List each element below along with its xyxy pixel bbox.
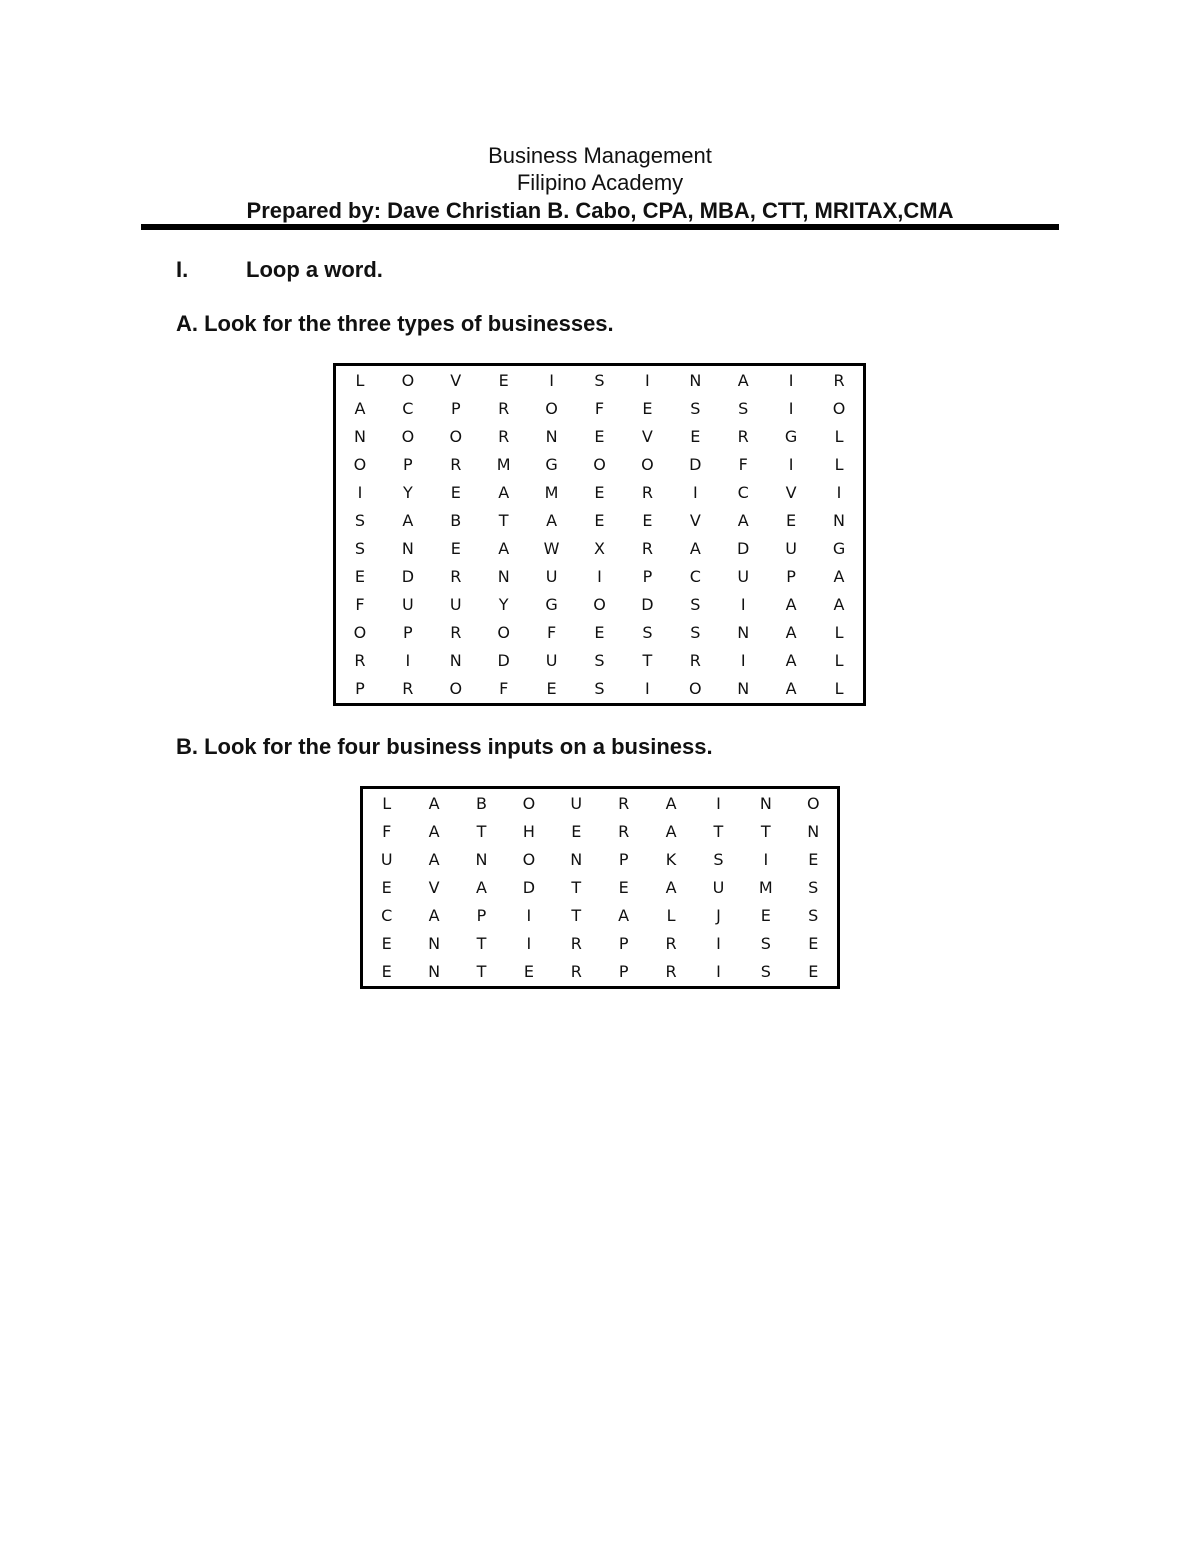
- grid-a-letter-cell[interactable]: N: [737, 679, 750, 699]
- grid-b-letter-cell[interactable]: E: [808, 962, 819, 982]
- grid-a-row: [336, 563, 863, 591]
- grid-a-letter-cell[interactable]: A: [737, 510, 749, 530]
- grid-b-row: [363, 930, 837, 958]
- grid-b-letter-cell[interactable]: R: [665, 934, 677, 954]
- grid-b-letter-cell[interactable]: A: [618, 906, 630, 926]
- grid-b-letter-cell[interactable]: E: [760, 906, 771, 926]
- grid-a-letter-cell[interactable]: A: [833, 567, 845, 587]
- grid-b-letter-cell[interactable]: I: [716, 793, 721, 813]
- grid-a-letter-cell[interactable]: O: [353, 454, 367, 474]
- grid-a-letter-cell[interactable]: L: [355, 370, 365, 390]
- grid-a-row: [336, 619, 863, 647]
- grid-a-letter-cell[interactable]: R: [737, 426, 749, 446]
- grid-a-letter-cell[interactable]: S: [690, 595, 701, 615]
- grid-a-letter-cell[interactable]: C: [737, 482, 749, 502]
- section-heading: [176, 257, 383, 283]
- grid-a-letter-cell[interactable]: N: [833, 510, 846, 530]
- grid-b-letter-cell[interactable]: P: [618, 962, 629, 982]
- grid-b-letter-cell[interactable]: R: [618, 821, 630, 841]
- grid-a-letter-cell[interactable]: I: [740, 595, 746, 615]
- grid-b-letter-cell[interactable]: A: [665, 793, 677, 813]
- section-number: I.: [176, 257, 189, 282]
- grid-b-letter-cell[interactable]: U: [712, 877, 725, 897]
- grid-a-letter-cell[interactable]: A: [402, 510, 414, 530]
- grid-b-letter-cell[interactable]: T: [760, 821, 771, 841]
- grid-b-letter-cell[interactable]: E: [523, 962, 534, 982]
- grid-a-letter-cell[interactable]: U: [545, 567, 558, 587]
- grid-a-letter-cell[interactable]: A: [785, 679, 797, 699]
- grid-b-letter-cell[interactable]: R: [665, 962, 677, 982]
- grid-a-letter-cell[interactable]: R: [450, 454, 462, 474]
- grid-b-letter-cell[interactable]: I: [716, 962, 721, 982]
- grid-a-letter-cell[interactable]: D: [641, 595, 654, 615]
- grid-a-letter-cell[interactable]: L: [834, 679, 844, 699]
- grid-a-letter-cell[interactable]: O: [401, 370, 415, 390]
- grid-a-letter-cell[interactable]: S: [354, 510, 366, 530]
- grid-a-letter-cell[interactable]: I: [597, 567, 602, 587]
- grid-b-letter-cell[interactable]: R: [618, 793, 630, 813]
- grid-b-letter-cell[interactable]: T: [476, 934, 487, 954]
- grid-b-letter-cell[interactable]: N: [759, 793, 772, 813]
- grid-b-letter-cell[interactable]: T: [476, 962, 487, 982]
- grid-a-letter-cell[interactable]: A: [498, 482, 510, 502]
- section-title: Loop a word.: [246, 257, 383, 282]
- grid-a-letter-cell[interactable]: N: [737, 623, 750, 643]
- grid-b-letter-cell[interactable]: O: [806, 793, 820, 813]
- grid-b-letter-cell[interactable]: R: [570, 962, 582, 982]
- grid-a-letter-cell[interactable]: P: [786, 567, 796, 587]
- grid-a-row: [336, 591, 863, 619]
- grid-a-letter-cell[interactable]: I: [788, 398, 794, 418]
- part-b-instruction: B. Look for the four business inputs on a business.: [176, 734, 713, 759]
- grid-b-letter-cell[interactable]: M: [758, 877, 773, 897]
- grid-b-letter-cell[interactable]: L: [666, 906, 676, 926]
- grid-b-letter-cell[interactable]: A: [476, 877, 487, 897]
- grid-a-letter-cell[interactable]: S: [642, 623, 653, 643]
- grid-b-letter-cell[interactable]: A: [428, 906, 440, 926]
- grid-a-letter-cell[interactable]: R: [641, 539, 653, 558]
- grid-b-letter-cell[interactable]: S: [808, 906, 819, 926]
- grid-a-letter-cell[interactable]: U: [785, 539, 797, 558]
- grid-a-letter-cell[interactable]: O: [832, 398, 846, 418]
- grid-a-letter-cell[interactable]: I: [405, 651, 411, 671]
- grid-a-letter-cell[interactable]: E: [594, 510, 605, 530]
- grid-b-letter-cell[interactable]: S: [760, 934, 771, 954]
- grid-a-letter-cell[interactable]: R: [354, 651, 366, 671]
- grid-a-letter-cell[interactable]: N: [545, 426, 558, 446]
- grid-b-letter-cell[interactable]: C: [381, 906, 393, 926]
- grid-a-letter-cell[interactable]: O: [641, 454, 654, 474]
- grid-a-letter-cell[interactable]: E: [498, 370, 509, 390]
- grid-a-letter-cell[interactable]: R: [498, 398, 510, 418]
- grid-b-letter-cell[interactable]: T: [476, 821, 487, 841]
- grid-b-letter-cell[interactable]: U: [380, 849, 393, 869]
- grid-b-letter-cell[interactable]: B: [475, 793, 487, 813]
- grid-a-letter-cell[interactable]: S: [354, 539, 366, 558]
- grid-a-letter-cell[interactable]: A: [689, 539, 701, 558]
- grid-b-letter-cell[interactable]: S: [760, 962, 771, 982]
- grid-a-letter-cell[interactable]: I: [788, 454, 794, 474]
- grid-a-letter-cell[interactable]: T: [642, 651, 653, 671]
- grid-a-letter-cell[interactable]: D: [497, 651, 510, 671]
- grid-a-row: [336, 422, 863, 450]
- grid-a-letter-cell[interactable]: G: [545, 595, 558, 615]
- grid-a-letter-cell[interactable]: I: [645, 370, 650, 390]
- part-a-instruction: A. Look for the three types of businesses.: [176, 311, 614, 336]
- grid-a-letter-cell[interactable]: I: [357, 482, 363, 502]
- grid-b-letter-cell[interactable]: E: [808, 934, 819, 954]
- grid-b-row: [363, 958, 837, 986]
- grid-a-row: [336, 366, 863, 394]
- grid-b-letter-cell[interactable]: A: [428, 793, 440, 813]
- grid-b-letter-cell[interactable]: V: [428, 877, 440, 897]
- grid-a-letter-cell[interactable]: O: [401, 426, 415, 446]
- grid-a-letter-cell[interactable]: O: [689, 679, 702, 699]
- grid-a-row: [336, 394, 863, 422]
- grid-a-row: [336, 647, 863, 675]
- grid-a-letter-cell[interactable]: S: [690, 398, 701, 418]
- grid-a-letter-cell[interactable]: N: [497, 567, 510, 587]
- grid-a-letter-cell[interactable]: G: [784, 426, 798, 446]
- grid-a-letter-cell[interactable]: R: [450, 623, 462, 643]
- grid-b-row: [363, 789, 837, 817]
- grid-a-letter-cell[interactable]: P: [450, 398, 461, 418]
- grid-a-letter-cell[interactable]: I: [740, 651, 746, 671]
- grid-a-letter-cell[interactable]: M: [544, 482, 559, 502]
- grid-a-letter-cell[interactable]: D: [737, 539, 750, 558]
- grid-a-letter-cell[interactable]: M: [496, 454, 511, 474]
- grid-a-letter-cell[interactable]: E: [690, 426, 701, 446]
- grid-a-letter-cell[interactable]: V: [785, 482, 797, 502]
- grid-a-letter-cell[interactable]: R: [402, 679, 414, 699]
- grid-b-letter-cell[interactable]: O: [522, 849, 536, 869]
- grid-a-letter-cell[interactable]: U: [545, 651, 558, 671]
- grid-b-letter-cell[interactable]: J: [716, 906, 721, 926]
- grid-b-letter-cell[interactable]: S: [808, 877, 819, 897]
- grid-a-letter-cell[interactable]: E: [642, 398, 653, 418]
- grid-a-letter-cell[interactable]: G: [545, 454, 558, 474]
- grid-a-letter-cell[interactable]: R: [641, 482, 653, 502]
- grid-a-letter-cell[interactable]: E: [594, 426, 605, 446]
- school-name: Filipino Academy: [516, 170, 684, 195]
- grid-a-letter-cell[interactable]: A: [354, 398, 366, 418]
- grid-a-letter-cell[interactable]: F: [355, 595, 365, 615]
- grid-a-letter-cell[interactable]: B: [450, 510, 462, 530]
- grid-b-letter-cell[interactable]: A: [665, 877, 677, 897]
- grid-a-letter-cell[interactable]: L: [834, 426, 844, 446]
- grid-a-letter-cell[interactable]: P: [403, 623, 413, 643]
- grid-a-letter-cell[interactable]: R: [450, 567, 462, 587]
- grid-a-letter-cell[interactable]: S: [594, 370, 605, 390]
- grid-b-letter-cell[interactable]: T: [571, 906, 582, 926]
- grid-a-row: [336, 450, 863, 478]
- grid-b-letter-cell[interactable]: I: [716, 934, 721, 954]
- grid-a-letter-cell[interactable]: L: [834, 623, 844, 643]
- grid-a-letter-cell[interactable]: O: [593, 595, 606, 615]
- grid-a-letter-cell[interactable]: T: [498, 510, 509, 530]
- grid-b-letter-cell[interactable]: N: [428, 962, 441, 982]
- header-divider: [141, 224, 1059, 230]
- grid-a-letter-cell[interactable]: F: [499, 679, 509, 699]
- grid-a-letter-cell[interactable]: P: [642, 567, 653, 587]
- grid-a-letter-cell[interactable]: E: [642, 510, 653, 530]
- grid-a-letter-cell[interactable]: I: [836, 482, 842, 502]
- grid-b-letter-cell[interactable]: L: [382, 793, 392, 813]
- grid-b-letter-cell[interactable]: T: [571, 877, 582, 897]
- grid-b-letter-cell[interactable]: I: [526, 934, 532, 954]
- grid-b-letter-cell[interactable]: N: [428, 934, 441, 954]
- grid-b-letter-cell[interactable]: E: [808, 849, 819, 869]
- grid-a-letter-cell[interactable]: P: [355, 679, 365, 699]
- grid-a-letter-cell[interactable]: A: [785, 623, 797, 643]
- grid-a-letter-cell[interactable]: U: [737, 567, 750, 587]
- grid-a-letter-cell[interactable]: F: [594, 398, 605, 418]
- grid-a-letter-cell[interactable]: A: [785, 651, 797, 671]
- grid-a-letter-cell[interactable]: F: [738, 454, 748, 474]
- grid-a-letter-cell[interactable]: N: [449, 651, 462, 671]
- grid-b-letter-cell[interactable]: P: [618, 849, 629, 869]
- grid-a-letter-cell[interactable]: E: [786, 510, 797, 530]
- grid-a-letter-cell[interactable]: Y: [498, 595, 509, 615]
- document-header: [0, 142, 1200, 225]
- grid-b-letter-cell[interactable]: K: [665, 849, 677, 869]
- grid-b-letter-cell[interactable]: N: [570, 849, 583, 869]
- grid-a-letter-cell[interactable]: V: [689, 510, 701, 530]
- grid-a-letter-cell[interactable]: I: [645, 679, 650, 699]
- grid-b-letter-cell[interactable]: D: [522, 877, 536, 897]
- word-search-grid-a: [333, 363, 866, 706]
- grid-a-letter-cell[interactable]: R: [833, 370, 845, 390]
- grid-a-letter-cell[interactable]: O: [449, 679, 463, 699]
- grid-a-row: [336, 534, 863, 562]
- word-search-grid-b: [360, 786, 840, 989]
- grid-a-letter-cell[interactable]: O: [545, 398, 558, 418]
- grid-a-letter-cell[interactable]: E: [354, 567, 365, 587]
- grid-a-letter-cell[interactable]: A: [546, 510, 558, 530]
- grid-b-letter-cell[interactable]: I: [763, 849, 769, 869]
- grid-a-row: [336, 675, 863, 703]
- grid-a-letter-cell[interactable]: P: [403, 454, 413, 474]
- grid-a-letter-cell[interactable]: U: [402, 595, 414, 615]
- grid-a-letter-cell[interactable]: R: [689, 651, 701, 671]
- grid-b-letter-cell[interactable]: P: [476, 906, 487, 926]
- grid-a-letter-cell[interactable]: E: [594, 623, 605, 643]
- grid-a-letter-cell[interactable]: A: [785, 595, 797, 615]
- grid-a-letter-cell[interactable]: E: [594, 482, 605, 502]
- grid-a-letter-cell[interactable]: V: [450, 370, 462, 390]
- grid-a-letter-cell[interactable]: A: [498, 539, 510, 558]
- grid-b-letter-cell[interactable]: O: [522, 793, 536, 813]
- grid-a-letter-cell[interactable]: N: [353, 426, 366, 446]
- grid-a-letter-cell[interactable]: L: [834, 651, 844, 671]
- grid-b-letter-cell[interactable]: E: [381, 877, 392, 897]
- grid-a-letter-cell[interactable]: E: [546, 679, 557, 699]
- grid-b-letter-cell[interactable]: T: [713, 821, 724, 841]
- grid-a-letter-cell[interactable]: O: [593, 454, 606, 474]
- grid-a-letter-cell[interactable]: O: [449, 426, 463, 446]
- grid-b-letter-cell[interactable]: U: [570, 793, 583, 813]
- grid-b-letter-cell[interactable]: A: [665, 821, 677, 841]
- grid-b-letter-cell[interactable]: N: [475, 849, 488, 869]
- grid-a-letter-cell[interactable]: L: [834, 454, 844, 474]
- grid-a-letter-cell[interactable]: I: [549, 370, 554, 390]
- grid-a-letter-cell[interactable]: W: [543, 539, 560, 558]
- grid-a-letter-cell[interactable]: N: [689, 370, 702, 390]
- grid-b-letter-cell[interactable]: H: [522, 821, 535, 841]
- grid-a-letter-cell[interactable]: E: [450, 482, 461, 502]
- grid-a-letter-cell[interactable]: X: [594, 539, 605, 558]
- grid-b-row: [363, 902, 837, 930]
- grid-a-letter-cell[interactable]: C: [402, 398, 414, 418]
- grid-b-letter-cell[interactable]: I: [526, 906, 532, 926]
- grid-b-letter-cell[interactable]: E: [618, 877, 629, 897]
- course-title: Business Management: [488, 143, 712, 168]
- grid-b-row: [363, 873, 837, 901]
- grid-a-letter-cell[interactable]: Y: [402, 482, 413, 502]
- grid-a-letter-cell[interactable]: O: [353, 623, 367, 643]
- grid-a-row: [336, 478, 863, 506]
- grid-a-letter-cell[interactable]: A: [833, 595, 845, 615]
- grid-a-letter-cell[interactable]: V: [641, 426, 653, 446]
- grid-a-letter-cell[interactable]: G: [832, 539, 846, 558]
- grid-b-letter-cell[interactable]: P: [618, 934, 629, 954]
- prepared-by: Prepared by: Dave Christian B. Cabo, CPA, MBA, CTT, MRITAX,CMA: [246, 198, 954, 223]
- grid-a-letter-cell[interactable]: A: [737, 370, 749, 390]
- grid-a-letter-cell[interactable]: D: [401, 567, 415, 587]
- grid-a-letter-cell[interactable]: C: [689, 567, 701, 587]
- grid-a-letter-cell[interactable]: E: [450, 539, 461, 558]
- grid-b-letter-cell[interactable]: N: [807, 821, 820, 841]
- grid-a-letter-cell[interactable]: I: [788, 370, 794, 390]
- grid-b-letter-cell[interactable]: E: [381, 962, 392, 982]
- grid-b-letter-cell[interactable]: E: [381, 934, 392, 954]
- grid-b-letter-cell[interactable]: F: [382, 821, 392, 841]
- grid-a-letter-cell[interactable]: S: [594, 651, 605, 671]
- grid-b-letter-cell[interactable]: A: [428, 821, 440, 841]
- grid-b-letter-cell[interactable]: R: [570, 934, 582, 954]
- grid-a-letter-cell[interactable]: S: [594, 679, 605, 699]
- grid-a-letter-cell[interactable]: I: [692, 482, 698, 502]
- grid-a-letter-cell[interactable]: F: [546, 623, 557, 643]
- grid-b-row: [363, 817, 837, 845]
- grid-a-letter-cell[interactable]: O: [497, 623, 510, 643]
- grid-a-letter-cell[interactable]: S: [690, 623, 701, 643]
- grid-b-row: [363, 845, 837, 873]
- grid-a-letter-cell[interactable]: U: [449, 595, 462, 615]
- grid-b-letter-cell[interactable]: S: [713, 849, 724, 869]
- grid-a-letter-cell[interactable]: S: [738, 398, 749, 418]
- grid-a-letter-cell[interactable]: N: [401, 539, 414, 558]
- grid-b-letter-cell[interactable]: A: [428, 849, 440, 869]
- grid-b-letter-cell[interactable]: E: [571, 821, 582, 841]
- grid-a-row: [336, 506, 863, 534]
- grid-a-letter-cell[interactable]: R: [498, 426, 510, 446]
- grid-a-letter-cell[interactable]: D: [689, 454, 702, 474]
